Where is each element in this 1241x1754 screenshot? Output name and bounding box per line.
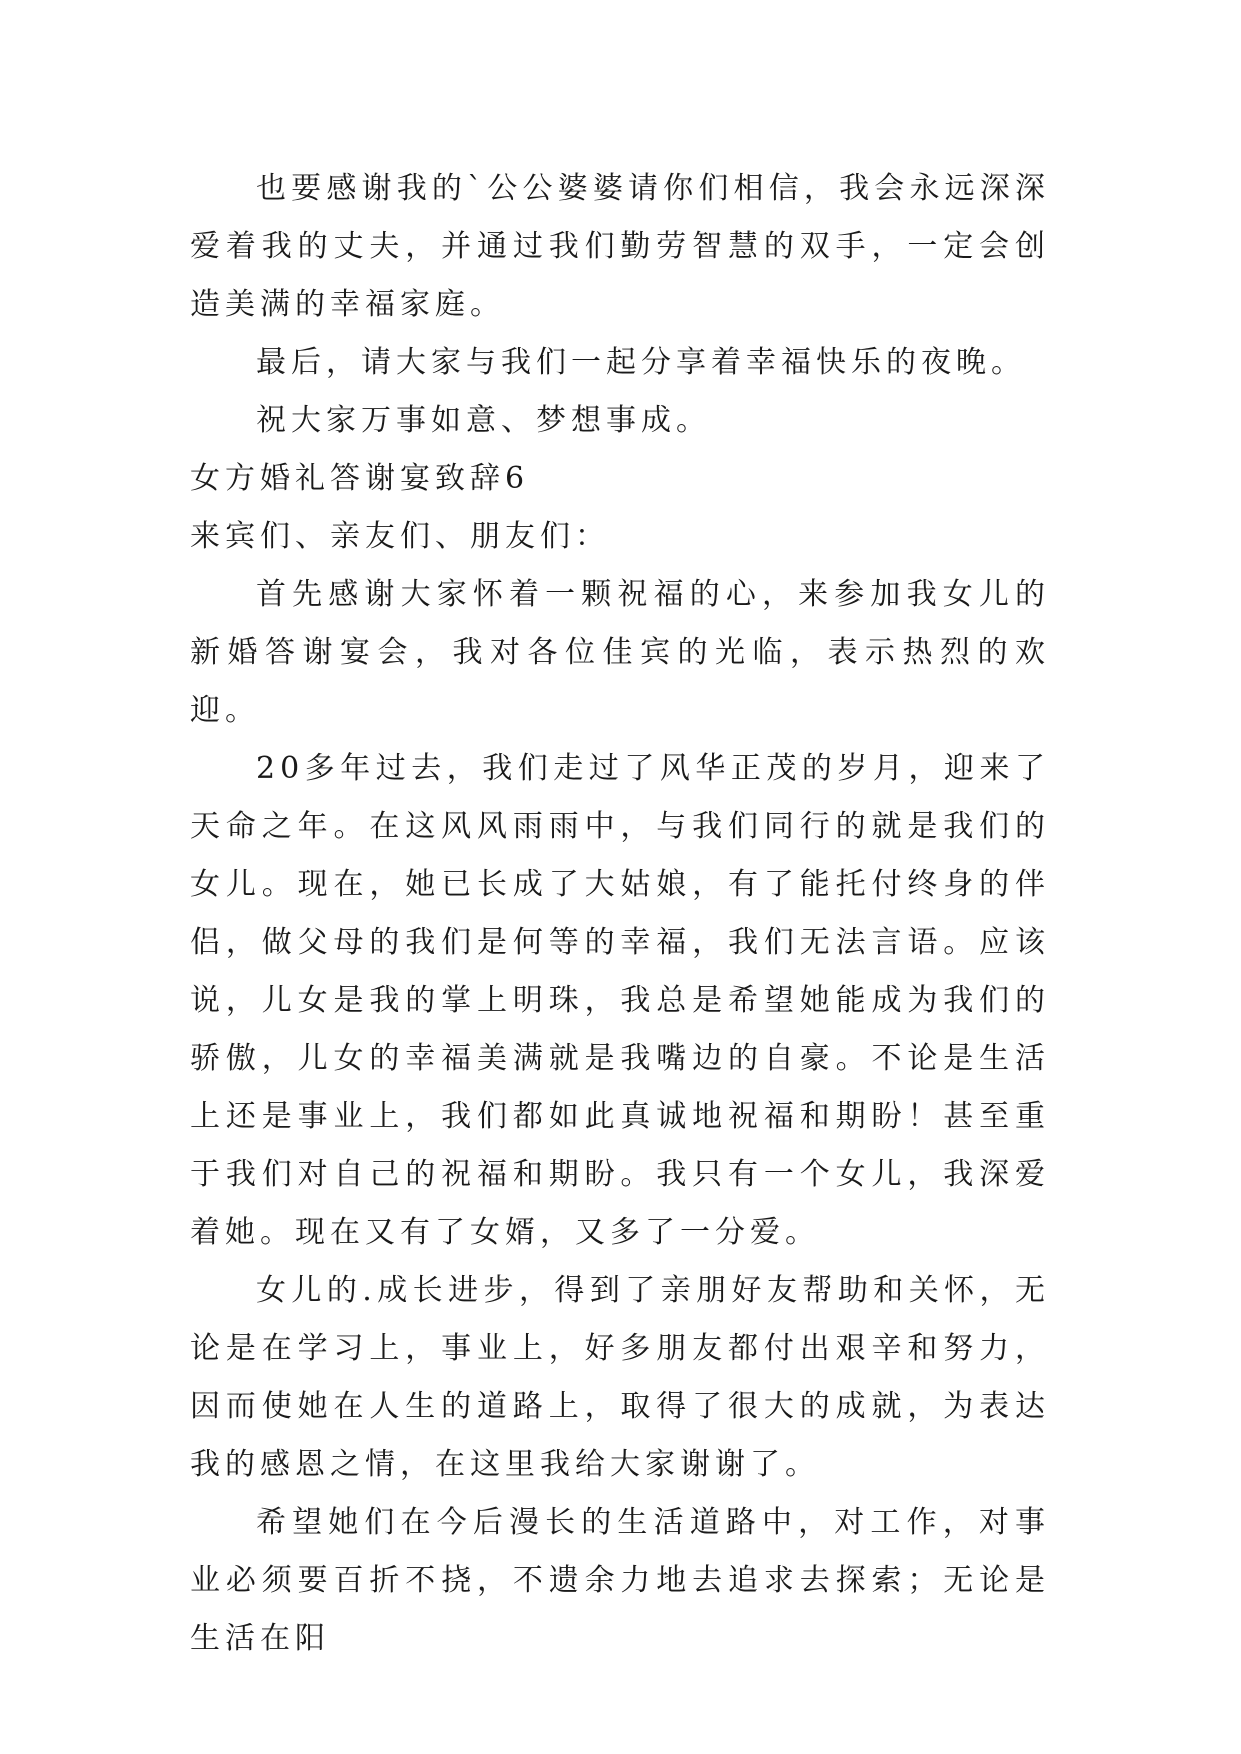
paragraph-closing-invitation: 最后，请大家与我们一起分享着幸福快乐的夜晚。: [256, 345, 1026, 380]
paragraph-hopes: 希望她们在今后漫长的生活道路中，对工作，对事业必须要百折不挠，不遗余力地去追求去探索；无论是生活在阳: [190, 1505, 1050, 1656]
paragraph-welcome: 首先感谢大家怀着一颗祝福的心，来参加我女儿的新婚答谢宴会，我对各位佳宾的光临，表示热烈的欢迎。: [190, 577, 1050, 728]
paragraph-daughter-growth: 女儿的.成长进步，得到了亲朋好友帮助和关怀，无论是在学习上，事业上，好多朋友都付出艰辛和努力，因而使她在人生的道路上，取得了很大的成就，为表达我的感恩之情，在这里我给大家谢谢了。: [190, 1273, 1050, 1482]
paragraph-twenty-years: 20多年过去，我们走过了风华正茂的岁月，迎来了天命之年。在这风风雨雨中，与我们同行的就是我们的女儿。现在，她已长成了大姑娘，有了能托付终身的伴侣，做父母的我们是何等的幸福，我们无法言语。应该说，儿女是我的掌上明珠，我总是希望她能成为我们的骄傲，儿女的幸福美满就是我嘴边的自豪。不论是生活上还是事业上，我们都如此真诚地祝福和期盼！甚至重于我们对自己的祝福和期盼。我只有一个女儿，我深爱着她。现在又有了女婿，又多了一分爱。: [190, 751, 1050, 1250]
paragraph-thanks-in-laws: 也要感谢我的`公公婆婆请你们相信，我会永远深深爱着我的丈夫，并通过我们勤劳智慧的双手，一定会创造美满的幸福家庭。: [190, 171, 1050, 322]
document-page: [190, 160, 1050, 1668]
paragraph-best-wishes: 祝大家万事如意、梦想事成。: [256, 403, 711, 438]
salutation: 来宾们、亲友们、朋友们：: [190, 519, 610, 554]
section-heading: 女方婚礼答谢宴致辞6: [190, 461, 530, 496]
